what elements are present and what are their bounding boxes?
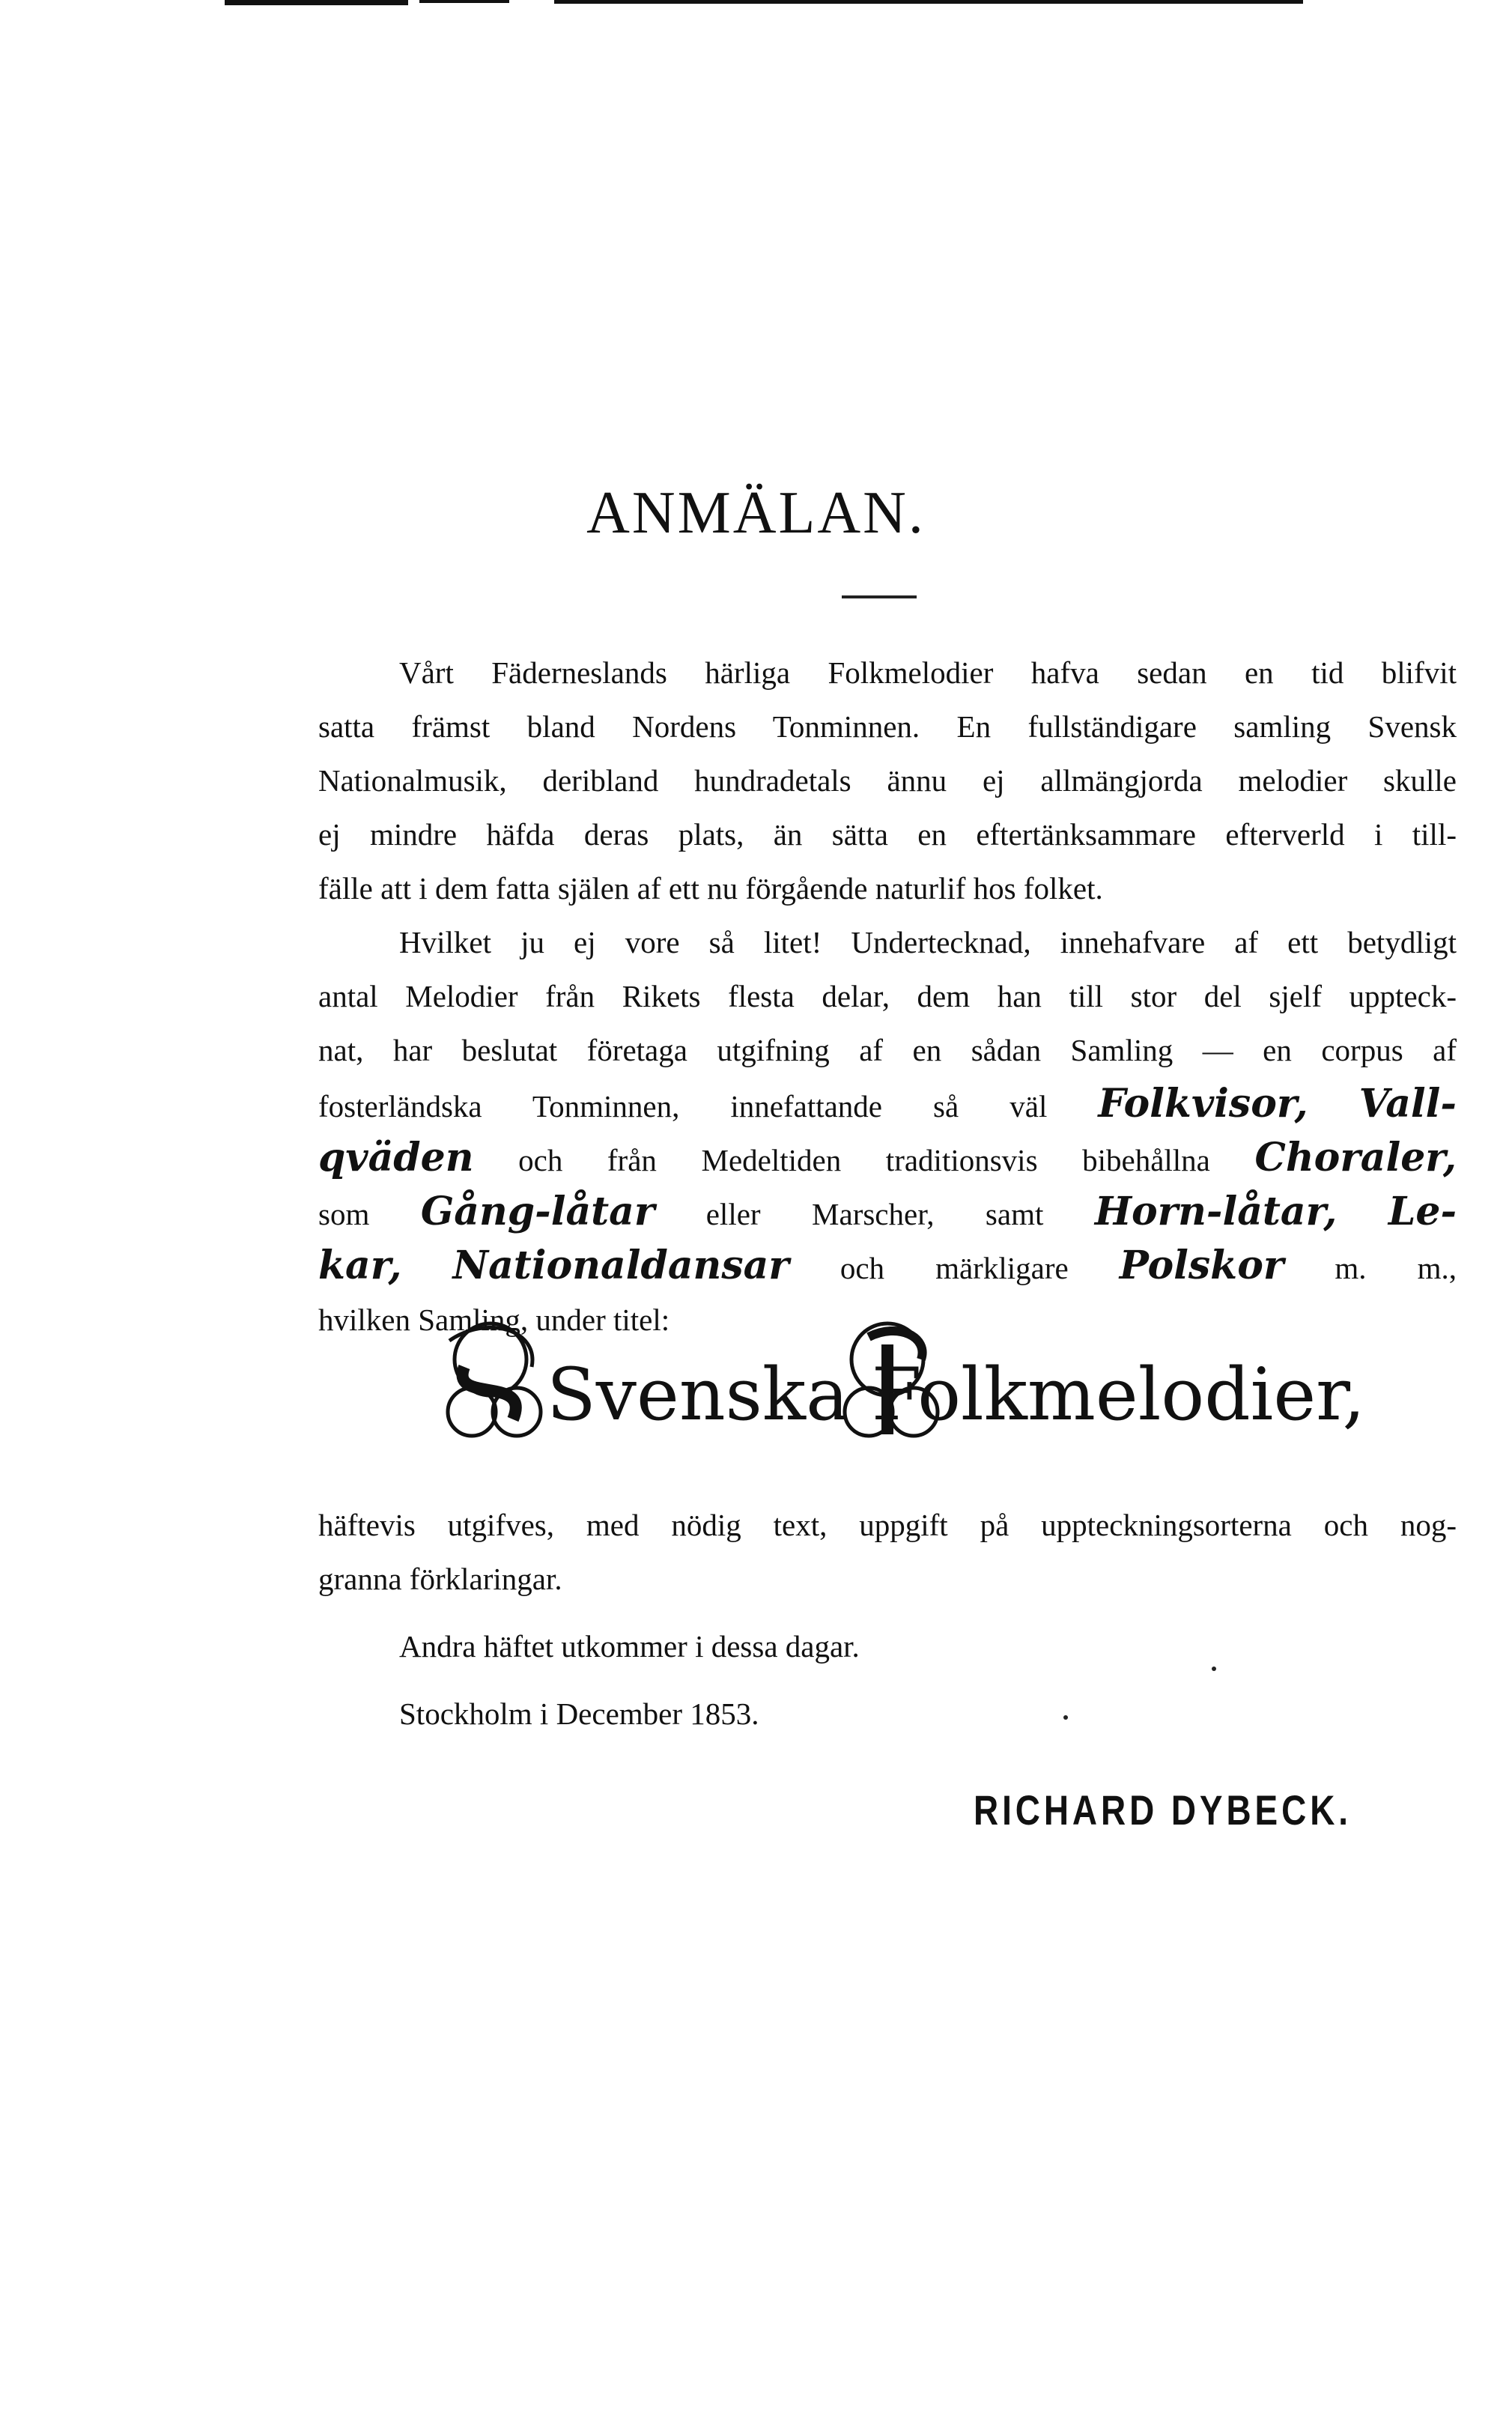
text-line: Nationalmusik, deribland hundradetals ännu ej allmängjorda melodier skulle (318, 763, 1457, 798)
genre-nationaldansar: Nationaldansar (452, 1243, 789, 1288)
text-line: Vårt Fäderneslands härliga Folkmelodier hafva sedan en tid blifvit (399, 655, 1457, 690)
scan-edge-mark (225, 0, 408, 5)
text-fragment: m. m., (1335, 1251, 1457, 1285)
paragraph-publication (318, 1498, 1457, 1741)
text-line: Hvilket ju ej vore så litet! Undertecknad, innehafvare af ett betydligt (399, 925, 1457, 959)
text-line: satta främst bland Nordens Tonminnen. En fullständigare samling Svensk (318, 709, 1457, 744)
text-fragment: som (318, 1197, 370, 1231)
paragraph-intro (318, 646, 1457, 915)
text-fragment: och märkligare (840, 1251, 1069, 1285)
text-line (318, 1185, 1457, 1239)
genre-lekar-part1: Le- (1388, 1189, 1457, 1234)
text-line (318, 1077, 1457, 1131)
page-title: ANMÄLAN. (586, 480, 926, 546)
genre-ganglatar: Gång-låtar (420, 1189, 655, 1234)
text-line: Andra häftet utkommer i dessa dagar. (399, 1629, 860, 1664)
genre-lekar-part2: kar, (318, 1243, 402, 1288)
genre-choraler: Choraler, (1254, 1135, 1457, 1180)
paragraph-collection (318, 915, 1457, 1347)
ink-speck (1212, 1667, 1216, 1671)
ink-speck (1063, 1715, 1068, 1720)
book-title-text: Svenska Folkmelodier, (547, 1353, 1366, 1437)
genre-polskor: Polskor (1119, 1243, 1284, 1288)
book-title-blackletter (419, 1307, 1378, 1457)
text-fragment: och från Medeltiden traditionsvis bibehållna (518, 1143, 1210, 1177)
genre-folkvisor: Folkvisor, (1098, 1081, 1308, 1126)
text-line: antal Melodier från Rikets flesta delar, dem han till stor del sjelf uppteck- (318, 979, 1457, 1013)
text-line: häftevis utgifves, med nödig text, uppgift på uppteckningsorterna och nog- (318, 1508, 1457, 1542)
text-line: granna förklaringar. (318, 1562, 562, 1596)
text-line: nat, har beslutat företaga utgifning af en sådan Samling — en corpus af (318, 1033, 1457, 1067)
text-fragment: fosterländska Tonminnen, innefattande så väl (318, 1089, 1048, 1124)
text-line: hvilken Samling, under titel: (318, 1303, 670, 1337)
genre-vallqvaden-part2: qväden (318, 1135, 474, 1180)
genre-vallqvaden-part1: Vall- (1358, 1081, 1457, 1126)
text-line: fälle att i dem fatta själen af ett nu förgående naturlif hos folket. (318, 871, 1103, 906)
ornate-initial-s (448, 1323, 541, 1436)
genre-hornlatar: Horn-låtar, (1094, 1189, 1338, 1234)
date-line: Stockholm i December 1853. (399, 1696, 759, 1731)
title-divider (842, 595, 917, 598)
text-line (318, 1131, 1457, 1185)
signature: RICHARD DYBECK. (974, 1786, 1352, 1834)
text-line: ej mindre häfda deras plats, än sätta en eftertänksammare efterverld i till- (318, 817, 1457, 852)
scan-edge-mark (419, 0, 509, 3)
text-fragment: eller Marscher, samt (705, 1197, 1044, 1231)
scan-edge-mark (554, 0, 1303, 4)
text-line (318, 1239, 1457, 1293)
